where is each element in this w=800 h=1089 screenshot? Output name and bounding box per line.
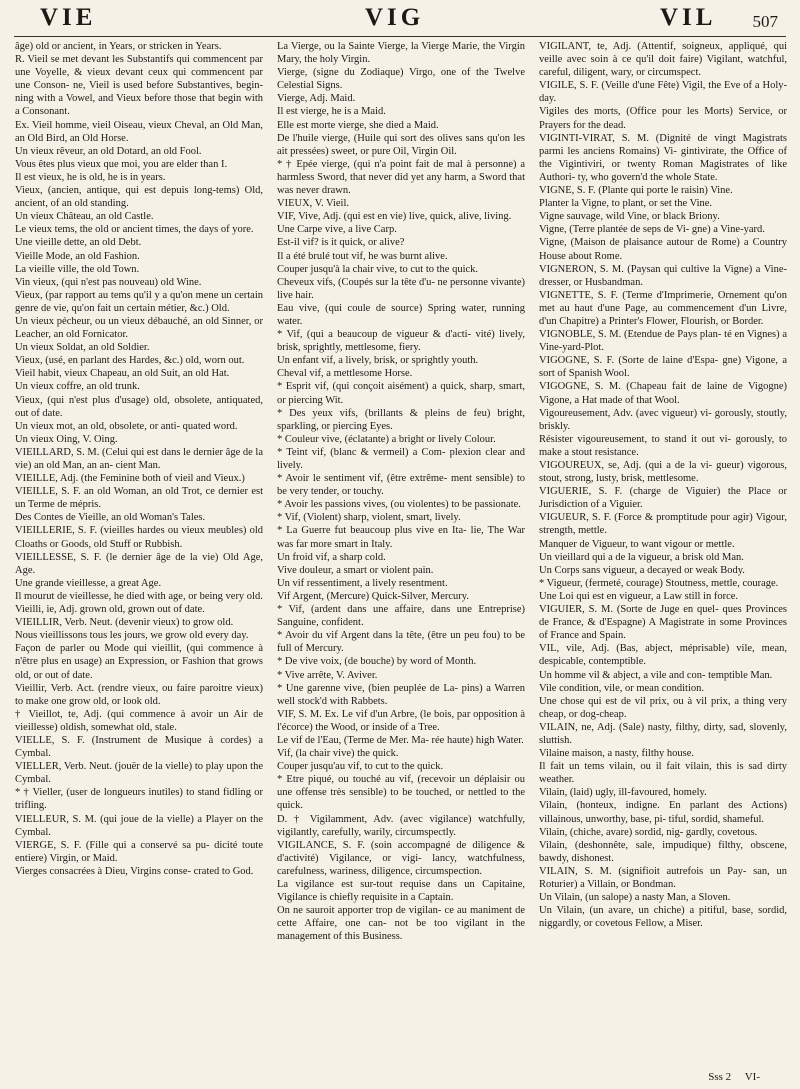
dictionary-entry: * † Vieller, (user de longueurs inutiles) to stand fidling or trifling. xyxy=(15,787,263,812)
dictionary-entry: VIGNOBLE, S. M. (Etendue de Pays plan- té en Vignes) a Vine-yard-Plot. xyxy=(539,329,787,354)
dictionary-entry: Une Loi qui est en vigueur, a Law still in force. xyxy=(539,590,739,602)
dictionary-entry: * Teint vif, (blanc & vermeil) a Com- plexion clear and lively. xyxy=(277,446,525,471)
dictionary-entry: VIEILLARD, S. M. (Celui qui est dans le dernier âge de la vie) an old Man, an an- cient Man. xyxy=(15,446,263,471)
dictionary-entry: Est-il vif? is it quick, or alive? xyxy=(277,237,405,249)
dictionary-entry: VIGNERON, S. M. (Paysan qui cultive la Vigne) a Vine-dresser, or Husbandman. xyxy=(539,263,787,288)
dictionary-entry: Cheveux vifs, (Coupés sur la tête d'u- ne personne vivante) live hair. xyxy=(277,276,525,301)
dictionary-entry: Un vif ressentiment, a lively resentment. xyxy=(277,577,448,589)
dictionary-entry: * Vif, (Violent) sharp, violent, smart, lively. xyxy=(277,512,461,524)
dictionary-entry: Façon de parler ou Mode qui vieillit, (qui commence à n'être plus en usage) an Expression, or Fashion that grows old, or out of date. xyxy=(15,643,263,681)
dictionary-entry: VIGOGNE, S. F. (Sorte de laine d'Espa- gne) Vigone, a sort of Spanish Wool. xyxy=(539,355,787,380)
dictionary-entry: VILAIN, ne, Adj. (Sale) nasty, filthy, dirty, sad, slovenly, sluttish. xyxy=(539,721,787,746)
dictionary-entry: Un vieux pécheur, ou un vieux débauché, an old Sinner, or Leacher, an old Fornicator. xyxy=(15,315,263,341)
dictionary-entry: Eau vive, (qui coule de source) Spring water, running water. xyxy=(277,302,525,327)
dictionary-entry: VIGUEUR, S. F. (Force & promptitude pour agir) Vigour, strength, mettle. xyxy=(539,512,787,537)
dictionary-entry: Le vieux tems, the old or ancient times, the days of yore. xyxy=(15,224,254,236)
dictionary-entry: VIEILLESSE, S. F. (le dernier âge de la vie) Old Age, Age. xyxy=(15,551,263,576)
dictionary-entry: VIEILLERIE, S. F. (vieilles hardes ou vieux meubles) old Cloaths or Goods, old Stuff or Rubbish. xyxy=(15,525,263,550)
dictionary-entry: VIF, Vive, Adj. (qui est en vie) live, quick, alive, living. xyxy=(277,211,512,223)
dictionary-entry: * Couleur vive, (éclatante) a bright or lively Colour. xyxy=(277,433,496,445)
dictionary-entry: Une grande vieillesse, a great Age. xyxy=(15,577,162,589)
dictionary-entry: VIELLEUR, S. M. (qui joue de la vielle) a Player on the Cymbal. xyxy=(15,813,263,838)
dictionary-entry: VIELLE, S. F. (Instrument de Musique à cordes) a Cymbal. xyxy=(15,734,263,760)
dictionary-entry: Ex. Vieil homme, vieil Oiseau, vieux Cheval, an Old Man, an Old Bird, an Old Horse. xyxy=(15,119,263,144)
dictionary-entry: Une vieille dette, an old Debt. xyxy=(15,237,142,249)
dictionary-entry: * Avoir les passions vives, (ou violentes) to be passionate. xyxy=(277,499,521,511)
dictionary-entry: Un vieillard qui a de la vigueur, a brisk old Man. xyxy=(539,551,744,563)
dictionary-entry: Vive douleur, a smart or violent pain. xyxy=(277,564,434,576)
dictionary-entry: Planter la Vigne, to plant, or set the Vine. xyxy=(539,198,713,210)
dictionary-entry: Vieille Mode, an old Fashion. xyxy=(15,250,140,262)
dictionary-entry: Un Vilain, (un salope) a nasty Man, a Sloven. xyxy=(539,892,731,904)
dictionary-entry: Un enfant vif, a lively, brisk, or sprightly youth. xyxy=(277,355,479,367)
dictionary-entry: La vigilance est sur-tout requise dans un Capitaine, Vigilance is chiefly requisite in a Captain. xyxy=(277,879,525,904)
dictionary-entry: Vieil habit, vieux Chapeau, an old Suit, an old Hat. xyxy=(15,368,230,380)
dictionary-entry: La vieille ville, the old Town. xyxy=(15,263,140,275)
dictionary-entry: * Une garenne vive, (bien peuplée de La- pins) a Warren well stock'd with Rabbets. xyxy=(277,682,525,707)
dictionary-entry: On ne sauroit apporter trop de vigilan- ce au maniment de cette Affaire, one can- not be too vigilant in the management of this Business. xyxy=(277,905,525,943)
dictionary-entry: * Vif, (qui a beaucoup de vigueur & d'acti- vité) lively, brisk, sprightly, mettlesome, fiery. xyxy=(277,329,525,354)
header-left-guideword: VIE xyxy=(40,4,97,31)
dictionary-entry: VIGNE, S. F. (Plante qui porte le raisin) Vine. xyxy=(539,185,733,197)
dictionary-entry: * Vigueur, (fermeté, courage) Stoutness, mettle, courage. xyxy=(539,577,779,589)
dictionary-entry: Vin vieux, (qui n'est pas nouveau) old Wine. xyxy=(15,276,202,288)
dictionary-entry: Vif Argent, (Mercure) Quick-Silver, Mercury. xyxy=(277,590,469,602)
dictionary-entry: VIEILLE, Adj. (the Feminine both of vieil and Vieux.) xyxy=(15,473,245,485)
dictionary-entry: Vierge, Adj. Maid. xyxy=(277,93,356,105)
dictionary-entry: Un vieux coffre, an old trunk. xyxy=(15,381,140,393)
dictionary-entry: Le vif de l'Eau, (Terme de Mer. Ma- rée haute) high Water. xyxy=(277,734,524,746)
dictionary-entry: Vieillir, Verb. Act. (rendre vieux, ou faire paroitre vieux) to make one grow old, or look old. xyxy=(15,682,263,707)
column-right xyxy=(539,40,787,1080)
column-middle xyxy=(277,40,525,1080)
dictionary-entry: D. † Vigilamment, Adv. (avec vigilance) watchfully, vigilantly, carefully, warily, circumspectly. xyxy=(277,813,525,838)
dictionary-entry: * Esprit vif, (qui conçoit aisément) a quick, sharp, smart, or piercing Wit. xyxy=(277,381,525,406)
dictionary-entry: Des Contes de Vieille, an old Woman's Tales. xyxy=(15,512,206,524)
dictionary-entry: Nous vieillissons tous les jours, we grow old every day. xyxy=(15,630,249,642)
dictionary-entry: Vierge, (signe du Zodiaque) Virgo, one of the Twelve Celestial Signs. xyxy=(277,67,525,92)
dictionary-entry: VIGILE, S. F. (Veille d'une Fête) Vigil, the Eve of a Holy-day. xyxy=(539,80,787,105)
dictionary-entry: Couper jusqu'à la chair vive, to cut to the quick. xyxy=(277,263,479,275)
dictionary-entry: Vilain, (honteux, indigne. En parlant des Actions) villainous, unworthy, base, pi- tiful, sordid, shameful. xyxy=(539,800,787,825)
dictionary-entry: Vigne, (Maison de plaisance autour de Rome) a Country House about Rome. xyxy=(539,237,787,262)
dictionary-entry: Vierges consacrées à Dieu, Virgins conse- crated to God. xyxy=(15,865,254,877)
dictionary-entry: Vilain, (deshonnête, sale, impudique) filthy, obscene, bawdy, dishonest. xyxy=(539,839,787,864)
dictionary-entry: Il est vieux, he is old, he is in years. xyxy=(15,171,166,183)
dictionary-entry: Vieilli, ie, Adj. grown old, grown out of date. xyxy=(15,604,205,616)
dictionary-entry: Vieux, (qui n'est plus d'usage) old, obsolete, antiquated, out of date. xyxy=(15,394,263,419)
dictionary-entry: Vif, (la chair vive) the quick. xyxy=(277,748,399,760)
dictionary-entry: Cheval vif, a mettlesome Horse. xyxy=(277,368,413,380)
catchword: VI- xyxy=(744,1071,760,1083)
dictionary-entry: * † Epée vierge, (qui n'a point fait de mal à personne) a harmless Sword, that never did yet any harm, a Sword that was never drawn. xyxy=(277,158,525,197)
dictionary-entry: Résister vigoureusement, to stand it out vi- gorously, to make a stout resistance. xyxy=(539,433,787,458)
dictionary-entry: Un vieux Soldat, an old Soldier. xyxy=(15,342,150,354)
dictionary-entry: La Vierge, ou la Sainte Vierge, la Vierge Marie, the Virgin Mary, the holy Virgin. xyxy=(277,41,525,66)
dictionary-entry: VIGOUREUX, se, Adj. (qui a de la vi- gueur) vigorous, stout, strong, lusty, brisk, mettlesome. xyxy=(539,460,787,485)
running-header xyxy=(0,4,800,34)
dictionary-entry: VIGUERIE, S. F. (charge de Viguier) the Place or Jurisdiction of a Viguier. xyxy=(539,486,787,511)
page-number: 507 xyxy=(752,12,778,31)
dictionary-entry: Vigne sauvage, wild Vine, or black Briony. xyxy=(539,211,720,223)
dictionary-entry: Vieux, (par rapport au tems qu'il y a qu'on mene un certain genre de vie, qu'on fait un certain métier, &c.) Old. xyxy=(15,289,263,314)
page-footer xyxy=(708,1071,760,1083)
dictionary-entry: VIF, S. M. Ex. Le vif d'un Arbre, (le bois, par opposition à l'écorce) the Wood, or inside of a Tree. xyxy=(277,708,525,733)
header-rule xyxy=(14,36,786,37)
dictionary-entry: Un Vilain, (un avare, un chiche) a pitiful, base, sordid, niggardly, or covetous Fellow, a Miser. xyxy=(539,905,787,930)
dictionary-entry: Une Carpe vive, a live Carp. xyxy=(277,224,397,236)
dictionary-entry: Vigne, (Terre plantée de seps de Vi- gne) a Vine-yard. xyxy=(539,224,765,236)
header-center-guideword: VIG xyxy=(365,4,425,31)
column-left xyxy=(15,40,263,1080)
dictionary-entry: VIERGE, S. F. (Fille qui a conservé sa pu- dicité toute entiere) Virgin, or Maid. xyxy=(15,839,263,864)
dictionary-entry: Manquer de Vigueur, to want vigour or mettle. xyxy=(539,538,735,550)
dictionary-entry: Vilain, (chiche, avare) sordid, nig- gardly, covetous. xyxy=(539,826,758,838)
dictionary-entry: VIGUIER, S. M. (Sorte de Juge en quel- ques Provinces de France, & d'Espagne) A Magistrate in some Provinces of France and Spain. xyxy=(539,604,787,642)
dictionary-entry: Vieux, (usé, en parlant des Hardes, &c.) old, worn out. xyxy=(15,355,245,367)
dictionary-entry: VIEUX, V. Vieil. xyxy=(277,198,349,210)
dictionary-entry: Un homme vil & abject, a vile and con- temptible Man. xyxy=(539,669,773,681)
dictionary-entry: Un Corps sans vigueur, a decayed or weak Body. xyxy=(539,564,745,576)
dictionary-entry: Vigiles des morts, (Office pour les Morts) Service, or Prayers for the dead. xyxy=(539,106,787,131)
dictionary-entry: * La Guerre fut beaucoup plus vive en Ita- lie, The War was far more smart in Italy. xyxy=(277,525,525,550)
dictionary-entry: * De vive voix, (de bouche) by word of Month. xyxy=(277,656,477,668)
dictionary-entry: VIELLER, Verb. Neut. (jouër de la vielle) to play upon the Cymbal. xyxy=(15,761,263,786)
dictionary-entry: VIEILLE, S. F. an old Woman, an old Trot, ce dernier est un Terme de mépris. xyxy=(15,486,263,511)
dictionary-entry: VIGNETTE, S. F. (Terme d'Imprimerie, Ornement qu'on met au haut d'une Page, au commencement d'un Livre, d'un Chapitre) a Printer's Flower, Flourish, or Border. xyxy=(539,289,787,327)
dictionary-entry: Elle est morte vierge, she died a Maid. xyxy=(277,119,439,131)
dictionary-entry: * Avoir le sentiment vif, (être extrême- ment sensible) to be very tender, or touchy. xyxy=(277,473,525,498)
dictionary-entry: Vieux, (ancien, antique, qui est depuis long-tems) Old, ancient, of an old standing. xyxy=(15,185,263,210)
dictionary-entry: Il a été brulé tout vif, he was burnt alive. xyxy=(277,250,448,262)
header-right-guideword: VIL xyxy=(660,4,717,31)
dictionary-entry: VIGILANT, te, Adj. (Attentif, soigneux, appliqué, qui veille avec soin à ce qu'il doit faire) Vigilant, watchful, careful, diligent, wary, or circumspect. xyxy=(539,41,787,79)
dictionary-entry: VIL, vile, Adj. (Bas, abject, méprisable) vile, mean, despicable, contemptible. xyxy=(539,643,787,668)
dictionary-entry: Un vieux Château, an old Castle. xyxy=(15,211,154,223)
dictionary-entry: VIGILANCE, S. F. (soin accompagné de diligence & d'activité) Vigilance, or vigi- lancy, watchfulness, carefulness, wariness, diligence, circumspection. xyxy=(277,839,525,877)
signature-mark: Sss 2 xyxy=(708,1071,732,1083)
dictionary-entry: Un froid vif, a sharp cold. xyxy=(277,551,386,563)
dictionary-entry: VIGOGNE, S. M. (Chapeau fait de laine de Vigogne) Vigone, a Hat made of that Wool. xyxy=(539,381,787,406)
dictionary-entry: Vile condition, vile, or mean condition. xyxy=(539,682,705,694)
dictionary-entry: Il est vierge, he is a Maid. xyxy=(277,106,386,118)
dictionary-entry: âge) old or ancient, in Years, or stricken in Years. xyxy=(15,41,222,52)
dictionary-entry: VILAIN, S. M. (signifioit autrefois un Pay- san, un Roturier) a Villain, or Bondman. xyxy=(539,865,787,890)
dictionary-entry: R. Vieil se met devant les Substantifs qui commencent par une Voyelle, & vieux devant ceux qui commencent par une Conson- ne, Vieil is used before Substantives, begin- ning with a Vowel, and Vieux before those that begin with a Consonant. xyxy=(15,54,263,118)
dictionary-entry: Un vieux mot, an old, obsolete, or anti- quated word. xyxy=(15,420,238,432)
dictionary-entry: † Vieillot, te, Adj. (qui commence à avoir un Air de vieillesse) oldish, somewhat old, stale. xyxy=(15,708,263,733)
dictionary-entry: Il fait un tems vilain, ou il fait vilain, this is sad dirty weather. xyxy=(539,761,787,786)
dictionary-entry: Vilaine maison, a nasty, filthy house. xyxy=(539,748,694,760)
dictionary-entry: * Etre piqué, ou touché au vif, (recevoir un déplaisir ou une offense très sensible) to be touched, or nettled to the quick. xyxy=(277,774,525,812)
dictionary-entry: Un vieux Oing, V. Oing. xyxy=(15,433,118,445)
dictionary-entry: VIEILLIR, Verb. Neut. (devenir vieux) to grow old. xyxy=(15,617,234,629)
dictionary-entry: VIGINTI-VIRAT, S. M. (Dignité de vingt Magistrats parmi les anciens Romains) Vi- gintivirate, the Office of the Vigintiviri, or twenty Roman Magistrates of like Authori- ty, who govern'd the whole State. xyxy=(539,132,787,183)
dictionary-entry: * Des yeux vifs, (brillants & pleins de feu) bright, sparkling, or piercing Eyes. xyxy=(277,407,525,432)
dictionary-entry: Il mourut de vieillesse, he died with age, or being very old. xyxy=(15,590,263,602)
dictionary-entry: De l'huile vierge, (Huile qui sort des olives sans qu'on les ait pressées) sweet, or pure Oil, Virgin Oil. xyxy=(277,132,525,157)
dictionary-entry: Vilain, (laid) ugly, ill-favoured, homely. xyxy=(539,787,707,799)
dictionary-entry: * Vif, (ardent dans une affaire, dans une Entreprise) Sanguine, confident. xyxy=(277,604,525,629)
dictionary-entry: * Avoir du vif Argent dans la tête, (être un peu fou) to be full of Mercury. xyxy=(277,630,525,655)
dictionary-entry: Vigoureusement, Adv. (avec vigueur) vi- gorously, stoutly, briskly. xyxy=(539,407,787,432)
dictionary-entry: * Vive arrête, V. Aviver. xyxy=(277,669,378,681)
dictionary-entry: Couper jusqu'au vif, to cut to the quick. xyxy=(277,761,444,773)
dictionary-entry: Vous êtes plus vieux que moi, you are elder than I. xyxy=(15,158,228,170)
dictionary-entry: Un vieux rêveur, an old Dotard, an old Fool. xyxy=(15,145,202,157)
dictionary-entry: Une chose qui est de vil prix, ou à vil prix, a thing very cheap, or dog-cheap. xyxy=(539,695,787,720)
